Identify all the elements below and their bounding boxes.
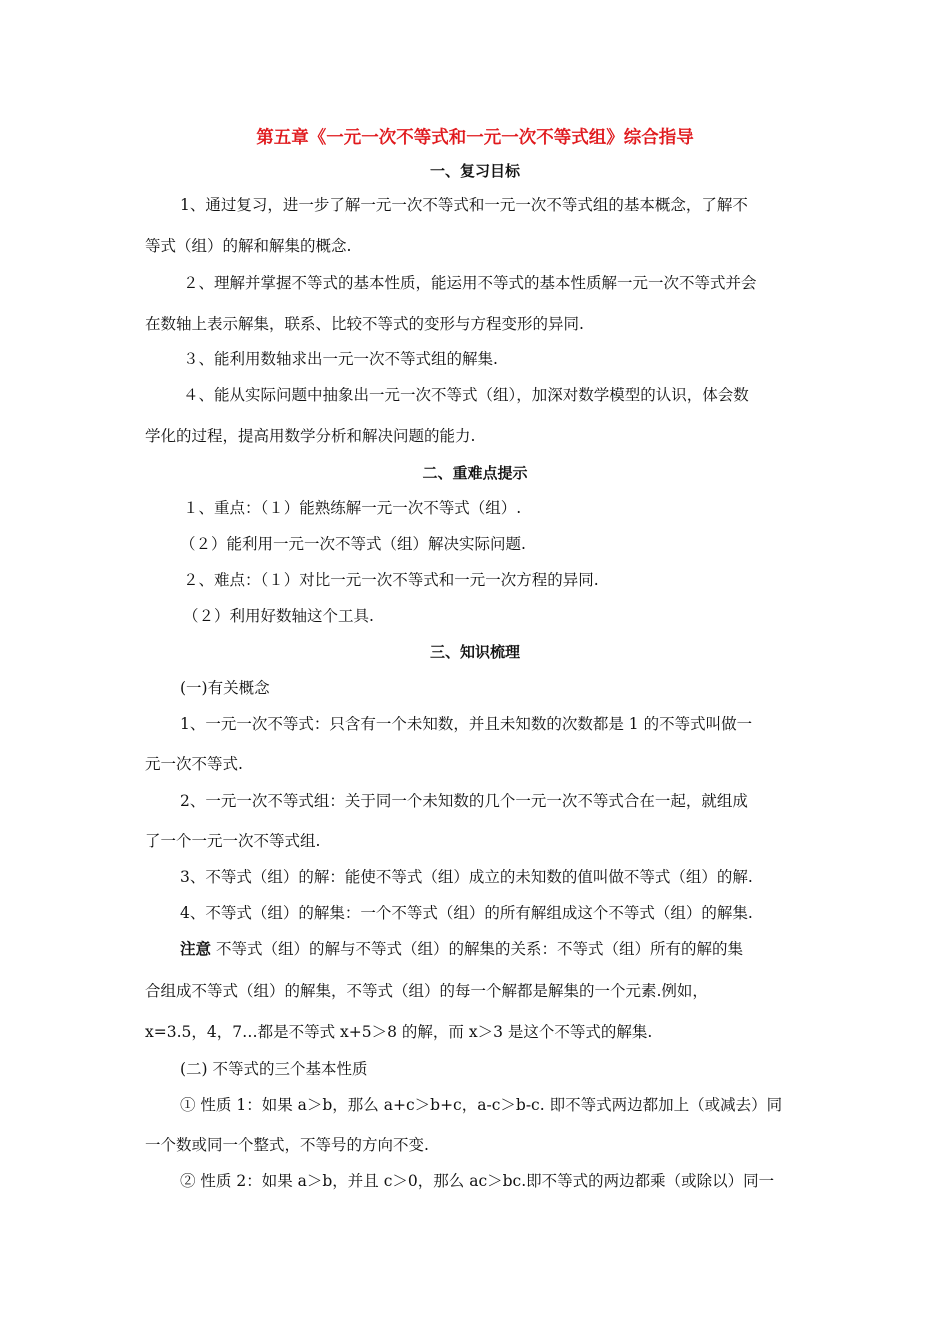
paragraph-line: ３、能利用数轴求出一元一次不等式组的解集. (183, 350, 498, 368)
paragraph-line: 2、一元一次不等式组：关于同一个未知数的几个一元一次不等式合在一起，就组成 (180, 792, 748, 810)
paragraph-line: 4、不等式（组）的解集：一个不等式（组）的所有解组成这个不等式（组）的解集. (180, 904, 753, 922)
paragraph-line: 1、通过复习，进一步了解一元一次不等式和一元一次不等式组的基本概念，了解不 (180, 196, 748, 214)
paragraph-line: 了一个一元一次不等式组. (145, 832, 321, 850)
paragraph-line: 3、不等式（组）的解：能使不等式（组）成立的未知数的值叫做不等式（组）的解. (180, 868, 753, 886)
paragraph-line: ４、能从实际问题中抽象出一元一次不等式（组），加深对数学模型的认识，体会数 (183, 386, 749, 404)
paragraph-line: （２）能利用一元一次不等式（组）解决实际问题. (180, 535, 526, 553)
paragraph-line: 元一次不等式. (145, 755, 243, 773)
paragraph-line: 学化的过程，提高用数学分析和解决问题的能力. (145, 427, 476, 445)
document-title: 第五章《一元一次不等式和一元一次不等式组》综合指导 (256, 128, 694, 148)
note-label: 注意 (180, 940, 212, 958)
section-heading-review-goals: 一、复习目标 (429, 162, 520, 180)
paragraph-line: 合组成不等式（组）的解集，不等式（组）的每一个解都是解集的一个元素.例如， (145, 982, 708, 1000)
paragraph-line: 1、一元一次不等式：只含有一个未知数，并且未知数的次数都是 1 的不等式叫做一 (180, 715, 753, 733)
paragraph-line: x=3.5，4，7…都是不等式 x+5＞8 的解，而 x＞3 是这个不等式的解集. (145, 1023, 653, 1041)
section-heading-key-points: 二、重难点提示 (422, 464, 528, 482)
paragraph-line: （２）利用好数轴这个工具. (183, 607, 374, 625)
section-heading-knowledge: 三、知识梳理 (429, 643, 520, 661)
paragraph-line: 在数轴上表示解集，联系、比较不等式的变形与方程变形的异同. (145, 315, 584, 333)
paragraph-line: 等式（组）的解和解集的概念. (145, 237, 352, 255)
paragraph-line: 一个数或同一个整式，不等号的方向不变. (145, 1136, 429, 1154)
subheading-properties: (二) 不等式的三个基本性质 (180, 1060, 368, 1078)
paragraph-line: ② 性质 2：如果 a＞b，并且 c＞0，那么 ac＞bc.即不等式的两边都乘（或除以）同一 (180, 1172, 775, 1190)
note-line (0, 938, 950, 960)
paragraph-line: ２、理解并掌握不等式的基本性质，能运用不等式的基本性质解一元一次不等式并会 (183, 274, 757, 292)
paragraph-line: ２、难点：（１）对比一元一次不等式和一元一次方程的异同. (183, 571, 599, 589)
subheading-concepts: (一)有关概念 (180, 679, 270, 697)
paragraph-line: １、重点：（１）能熟练解一元一次不等式（组）. (183, 499, 522, 517)
note-text: 不等式（组）的解与不等式（组）的解集的关系：不等式（组）所有的解的集 (211, 940, 743, 958)
paragraph-line: ① 性质 1：如果 a＞b，那么 a+c＞b+c，a-c＞b-c. 即不等式两边都加上（或减去）同 (180, 1096, 783, 1114)
